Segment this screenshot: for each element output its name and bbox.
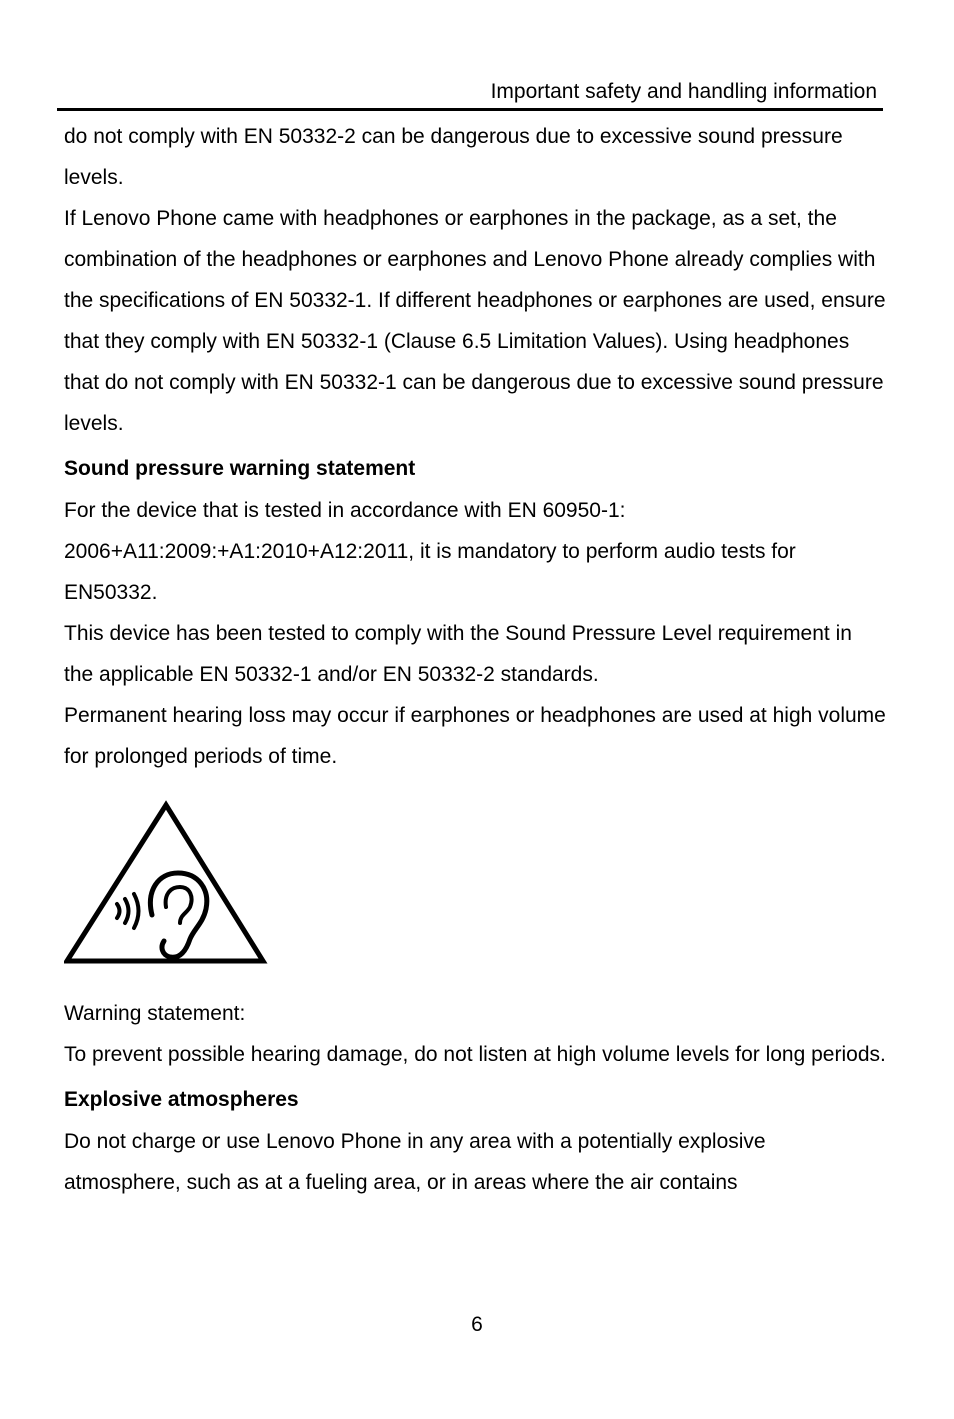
warning-text: To prevent possible hearing damage, do not listen at high volume levels for long periods. bbox=[64, 1043, 886, 1066]
section-heading-explosive: Explosive atmospheres bbox=[64, 1088, 299, 1111]
warning-label: Warning statement: bbox=[64, 1002, 246, 1025]
page-number: 6 bbox=[471, 1313, 483, 1336]
paragraph-sound-compliance: This device has been tested to comply with the Sound Pressure Level requirement in the applicable EN 50332-1 and/or EN 50332-2 standards. bbox=[64, 622, 852, 686]
header-rule bbox=[57, 108, 883, 111]
paragraph-continued: do not comply with EN 50332-2 can be dangerous due to excessive sound pressure levels. bbox=[64, 125, 843, 189]
paragraph-hearing-loss: Permanent hearing loss may occur if earphones or headphones are used at high volume for prolonged periods of time. bbox=[64, 704, 886, 768]
paragraph-explosive: Do not charge or use Lenovo Phone in any area with a potentially explosive atmosphere, such as at a fueling area, or in areas where the air contains bbox=[64, 1130, 766, 1194]
hearing-damage-warning-icon bbox=[64, 799, 268, 967]
running-header: Important safety and handling information bbox=[490, 80, 877, 103]
section-heading-sound-pressure: Sound pressure warning statement bbox=[64, 457, 416, 480]
paragraph-sound-test: For the device that is tested in accordance with EN 60950-1: 2006+A11:2009:+A1:2010+A12:2011, it is mandatory to perform audio tests for EN50332. bbox=[64, 499, 796, 604]
paragraph-headphones: If Lenovo Phone came with headphones or earphones in the package, as a set, the combination of the headphones or earphones and Lenovo Phone already complies with the specifications of EN 50332-1. If different headphones or earphones are used, ensure that they comply with EN 50332-1 (Clause 6.5 Limitation Values). Using headphones that do not comply with EN 50332-1 can be dangerous due to excessive sound pressure levels. bbox=[64, 207, 886, 435]
page-content bbox=[64, 116, 886, 1203]
